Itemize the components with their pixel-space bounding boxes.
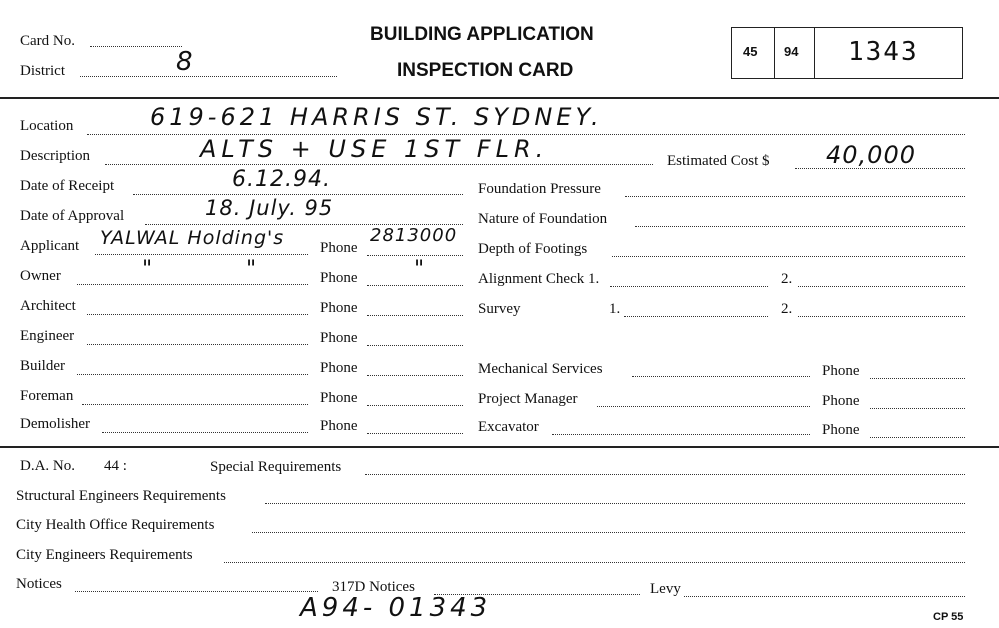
nature-foundation-field[interactable]	[635, 226, 965, 227]
alignment-check-1-field[interactable]	[610, 286, 768, 287]
special-req-field[interactable]	[365, 474, 965, 475]
mechanical-phone-field[interactable]	[870, 378, 965, 379]
excavator-field[interactable]	[552, 434, 810, 435]
city-eng-field[interactable]	[224, 562, 965, 563]
project-manager-phone-field[interactable]	[870, 408, 965, 409]
survey-1-label: 1.	[609, 301, 621, 317]
builder-phone-field[interactable]	[367, 375, 463, 376]
district-value: 8	[176, 47, 194, 77]
foreman-phone-field[interactable]	[367, 405, 463, 406]
survey-2-field[interactable]	[798, 316, 965, 317]
alignment-check-label: Alignment Check 1.	[478, 271, 600, 287]
description-value: ALTS + USE 1ST FLR.	[200, 135, 549, 163]
architect-phone-label: Phone	[320, 300, 358, 316]
mechanical-field[interactable]	[632, 376, 810, 377]
engineer-phone-field[interactable]	[367, 345, 463, 346]
owner-value-1: "	[142, 257, 154, 282]
title-line-1: BUILDING APPLICATION	[370, 24, 594, 45]
health-field[interactable]	[252, 532, 965, 533]
demolisher-label: Demolisher	[20, 416, 90, 432]
date-approval-label: Date of Approval	[20, 208, 125, 224]
city-eng-label: City Engineers Requirements	[16, 547, 193, 563]
applicant-phone-value: 2813000	[370, 225, 458, 246]
title-line-2: INSPECTION CARD	[397, 60, 574, 81]
architect-phone-field[interactable]	[367, 315, 463, 316]
file-reference-value: A94- 01343	[300, 593, 492, 623]
health-label: City Health Office Requirements	[16, 517, 215, 533]
foreman-label: Foreman	[20, 388, 74, 404]
nature-foundation-label: Nature of Foundation	[478, 211, 608, 227]
applicant-label: Applicant	[20, 238, 80, 254]
description-label: Description	[20, 148, 90, 164]
foreman-phone-label: Phone	[320, 390, 358, 406]
demolisher-phone-label: Phone	[320, 418, 358, 434]
architect-field[interactable]	[87, 314, 308, 315]
demolisher-phone-field[interactable]	[367, 433, 463, 434]
builder-phone-label: Phone	[320, 360, 358, 376]
mechanical-label: Mechanical Services	[478, 361, 603, 377]
owner-phone-field[interactable]	[367, 285, 463, 286]
alignment-check-2-label: 2.	[781, 271, 793, 287]
foundation-pressure-label: Foundation Pressure	[478, 181, 601, 197]
owner-label: Owner	[20, 268, 61, 284]
box-cell-2-text: 94	[784, 44, 799, 59]
levy-field[interactable]	[684, 596, 965, 597]
applicant-field[interactable]	[95, 254, 308, 255]
owner-value-2: "	[246, 257, 258, 282]
structural-field[interactable]	[265, 503, 965, 504]
engineer-label: Engineer	[20, 328, 75, 344]
owner-phone-label: Phone	[320, 270, 358, 286]
card-number-box	[731, 27, 963, 79]
date-receipt-value: 6.12.94.	[232, 167, 331, 192]
foreman-field[interactable]	[82, 404, 308, 405]
survey-1-field[interactable]	[624, 316, 768, 317]
applicant-phone-label: Phone	[320, 240, 358, 256]
owner-field[interactable]	[77, 284, 308, 285]
notices-317d-label: 317D Notices	[332, 579, 415, 595]
project-manager-field[interactable]	[597, 406, 810, 407]
project-manager-phone-label: Phone	[822, 393, 860, 409]
builder-label: Builder	[20, 358, 65, 374]
excavator-label: Excavator	[478, 419, 539, 435]
engineer-field[interactable]	[87, 344, 308, 345]
depth-footings-label: Depth of Footings	[478, 241, 588, 257]
location-label: Location	[20, 118, 74, 134]
date-receipt-label: Date of Receipt	[20, 178, 115, 194]
excavator-phone-field[interactable]	[870, 437, 965, 438]
da-no-label: D.A. No.	[20, 458, 75, 474]
structural-label: Structural Engineers Requirements	[16, 488, 226, 504]
survey-label: Survey	[478, 301, 521, 317]
district-label: District	[20, 63, 65, 79]
form-code: CP 55	[933, 611, 964, 623]
levy-label: Levy	[650, 581, 681, 597]
owner-phone-value: "	[414, 257, 426, 282]
header-divider	[0, 97, 999, 99]
estimated-cost-value: 40,000	[826, 141, 916, 169]
card-no-field[interactable]	[90, 46, 182, 47]
special-req-label: Special Requirements	[210, 459, 342, 475]
district-field[interactable]	[80, 76, 337, 77]
builder-field[interactable]	[77, 374, 308, 375]
box-number: 1343	[848, 37, 919, 67]
mechanical-phone-label: Phone	[822, 363, 860, 379]
notices-field[interactable]	[75, 591, 318, 592]
estimated-cost-label: Estimated Cost $	[667, 153, 770, 169]
foundation-pressure-field[interactable]	[625, 196, 965, 197]
applicant-value: YALWAL Holding's	[100, 227, 285, 249]
middle-divider	[0, 446, 999, 448]
date-receipt-field[interactable]	[133, 194, 463, 195]
box-cell-1-text: 45	[743, 44, 758, 59]
project-manager-label: Project Manager	[478, 391, 578, 407]
survey-2-label: 2.	[781, 301, 793, 317]
demolisher-field[interactable]	[102, 432, 308, 433]
card-no-label: Card No.	[20, 33, 75, 49]
applicant-phone-field[interactable]	[367, 255, 463, 256]
alignment-check-2-field[interactable]	[798, 286, 965, 287]
excavator-phone-label: Phone	[822, 422, 860, 438]
location-value: 619-621 HARRIS ST. SYDNEY.	[150, 103, 603, 131]
notices-label: Notices	[16, 576, 62, 592]
date-approval-value: 18. July. 95	[205, 196, 334, 220]
architect-label: Architect	[20, 298, 76, 314]
engineer-phone-label: Phone	[320, 330, 358, 346]
da-no-value: 44 :	[104, 458, 127, 474]
depth-footings-field[interactable]	[612, 256, 965, 257]
description-field[interactable]	[105, 164, 653, 165]
